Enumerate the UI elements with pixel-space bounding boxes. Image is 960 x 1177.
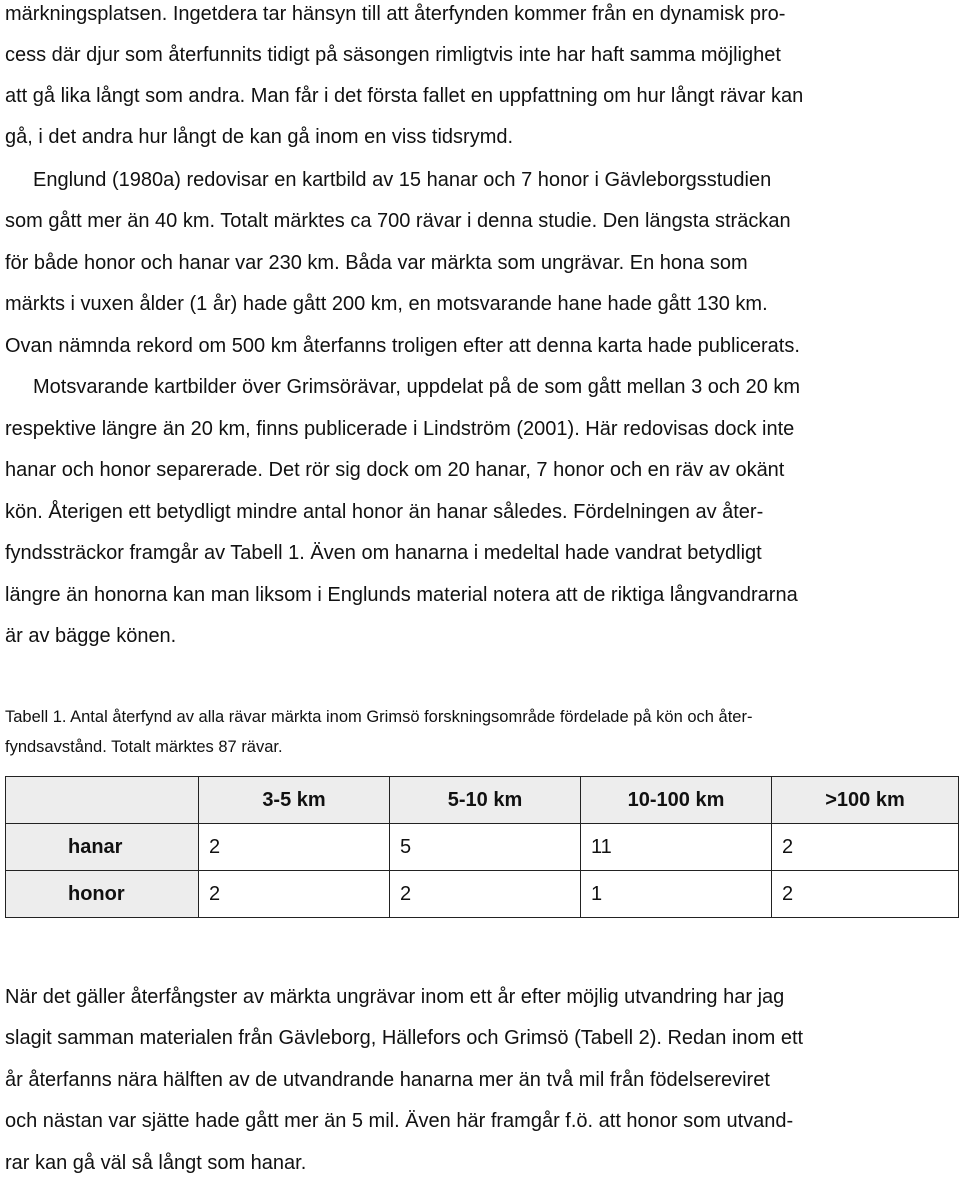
caption-line: fyndsavstånd. Totalt märktes 87 rävar. <box>5 738 283 756</box>
text-line: och nästan var sjätte hade gått mer än 5 mil. Även här framgår f.ö. att honor som utvand- <box>5 1110 794 1132</box>
text-line: hanar och honor separerade. Det rör sig dock om 20 hanar, 7 honor och en räv av okänt <box>5 459 785 481</box>
text-line: märkningsplatsen. Ingetdera tar hänsyn till att återfynden kommer från en dynamisk pro- <box>5 3 786 25</box>
text-line: rar kan gå väl så långt som hanar. <box>5 1152 307 1174</box>
text-line: längre än honorna kan man liksom i Englunds material notera att de riktiga långvandrarna <box>5 584 798 606</box>
text-line: cess där djur som återfunnits tidigt på säsongen rimligtvis inte har haft samma möjlighet <box>5 44 781 66</box>
recovery-distance-table <box>5 776 959 918</box>
text-line: När det gäller återfångster av märkta ungrävar inom ett år efter möjlig utvandring har jag <box>5 986 785 1008</box>
text-line: som gått mer än 40 km. Totalt märktes ca 700 rävar i denna studie. Den längsta sträckan <box>5 210 791 232</box>
column-header: 5-10 km <box>390 777 581 824</box>
text-line: fyndssträckor framgår av Tabell 1. Även om hanarna i medeltal hade vandrat betydligt <box>5 542 762 564</box>
row-header: honor <box>6 871 199 918</box>
table-corner-cell <box>6 777 199 824</box>
column-header: 3-5 km <box>199 777 390 824</box>
text-line: är av bägge könen. <box>5 625 177 647</box>
text-line: märkts i vuxen ålder (1 år) hade gått 200 km, en motsvarande hane hade gått 130 km. <box>5 293 768 315</box>
text-line: för både honor och hanar var 230 km. Båda var märkta som ungrävar. En hona som <box>5 252 748 274</box>
column-header: 10-100 km <box>581 777 772 824</box>
table-cell: 2 <box>772 824 959 871</box>
caption-line: Tabell 1. Antal återfynd av alla rävar märkta inom Grimsö forskningsområde fördelade på kön och åter- <box>5 708 753 726</box>
table-cell: 11 <box>581 824 772 871</box>
text-line: gå, i det andra hur långt de kan gå inom en viss tidsrymd. <box>5 126 514 148</box>
text-line: Ovan nämnda rekord om 500 km återfanns troligen efter att denna karta hade publicerats. <box>5 335 800 357</box>
table-cell: 2 <box>199 871 390 918</box>
table-row <box>6 871 959 918</box>
table-cell: 5 <box>390 824 581 871</box>
text-line: Englund (1980a) redovisar en kartbild av 15 hanar och 7 honor i Gävleborgsstudien <box>33 169 772 191</box>
text-line: att gå lika långt som andra. Man får i det första fallet en uppfattning om hur långt rävar kan <box>5 85 804 107</box>
table-cell: 2 <box>390 871 581 918</box>
text-line: slagit samman materialen från Gävleborg, Hällefors och Grimsö (Tabell 2). Redan inom ett <box>5 1027 804 1049</box>
table-row <box>6 824 959 871</box>
table-header-row <box>6 777 959 824</box>
row-header: hanar <box>6 824 199 871</box>
text-line: respektive längre än 20 km, finns publicerade i Lindström (2001). Här redovisas dock inte <box>5 418 795 440</box>
table-cell: 2 <box>199 824 390 871</box>
table-cell: 1 <box>581 871 772 918</box>
text-line: Motsvarande kartbilder över Grimsörävar, uppdelat på de som gått mellan 3 och 20 km <box>33 376 801 398</box>
column-header: >100 km <box>772 777 959 824</box>
text-line: kön. Återigen ett betydligt mindre antal honor än hanar således. Fördelningen av åter- <box>5 501 764 523</box>
text-line: år återfanns nära hälften av de utvandrande hanarna mer än två mil från födelsereviret <box>5 1069 770 1091</box>
table-cell: 2 <box>772 871 959 918</box>
